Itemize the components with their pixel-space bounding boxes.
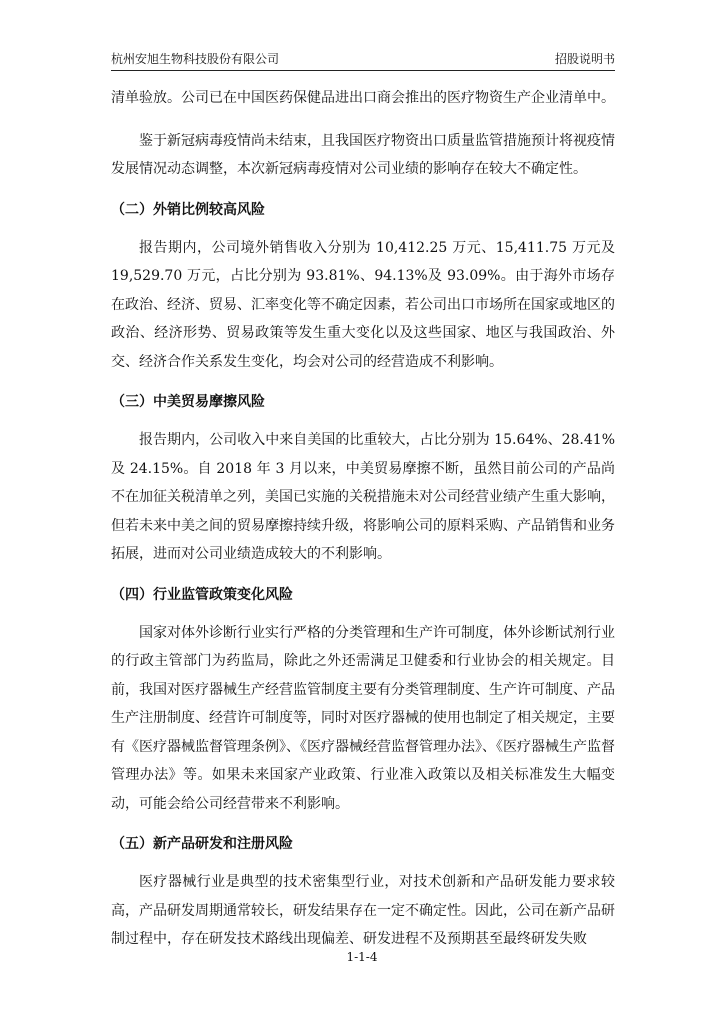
section-text-regulatory-risk: 国家对体外诊断行业实行严格的分类管理和生产许可制度，体外诊断试剂行业的行政主管部门为药监局，除此之外还需满足卫健委和行业协会的相关规定。目前，我国对医疗器械生产经营监管制度主要有分类管理制度、生产许可制度、产品生产注册制度、经营许可制度等，同时对医疗器械的使用也制定了相关规定，主要有《医疗器械监督管理条例》、《医疗器械经营监督管理办法》、《医疗器械生产监督管理办法》等。如果未来国家产业政策、行业准入政策以及相关标准发生大幅变动，可能会给公司经营带来不利影响。 [111, 624, 615, 812]
header-rule [111, 70, 615, 71]
page-header [111, 50, 615, 68]
section-heading-rnd-risk: （五）新产品研发和注册风险 [111, 836, 293, 852]
page-number: 1-1-4 [346, 950, 378, 964]
paragraph-continued: 清单验放。公司已在中国医药保健品进出口商会推出的医疗物资生产企业清单中。 [111, 90, 615, 106]
header-document-type: 招股说明书 [554, 52, 615, 66]
section-text-export-risk: 报告期内，公司境外销售收入分别为 10,412.25 万元、15,411.75 万元及 19,529.70 万元，占比分别为 93.81%、94.13%及 93.09%。由于海外市场存在政治、经济、贸易、汇率变化等不确定因素，若公司出口市场所在国家或地区的政治、经济形势、贸易政策等发生重大变化以及这些国家、地区与我国政治、外交、经济合作关系发生变化，均会对公司的经营造成不利影响。 [111, 239, 615, 370]
document-body [111, 84, 615, 968]
section-text-trade-friction-risk: 报告期内，公司收入中来自美国的比重较大，占比分别为 15.64%、28.41%及 24.15%。自 2018 年 3 月以来，中美贸易摩擦不断，虽然目前公司的产品尚不在加征关税清单之列，美国已实施的关税措施未对公司经营业绩产生重大影响，但若未来中美之间的贸易摩擦持续升级，将影响公司的原料采购、产品销售和业务拓展，进而对公司业绩造成较大的不利影响。 [111, 432, 615, 562]
section-heading-export-risk: （二）外销比例较高风险 [111, 201, 265, 218]
section-heading-trade-friction-risk: （三）中美贸易摩擦风险 [111, 394, 265, 410]
header-company-name: 杭州安旭生物科技股份有限公司 [111, 52, 280, 66]
section-text-rnd-risk: 医疗器械行业是典型的技术密集型行业，对技术创新和产品研发能力要求较高，产品研发周期通常较长，研发结果存在一定不确定性。因此，公司在新产品研制过程中，存在研发技术路线出现偏差、研发进程不及预期甚至最终研发失败 [111, 874, 615, 947]
section-heading-regulatory-risk: （四）行业监管政策变化风险 [111, 586, 293, 603]
paragraph-covid-impact: 鉴于新冠病毒疫情尚未结束，且我国医疗物资出口质量监管措施预计将视疫情发展情况动态调整，本次新冠病毒疫情对公司业绩的影响存在较大不确定性。 [111, 132, 615, 177]
